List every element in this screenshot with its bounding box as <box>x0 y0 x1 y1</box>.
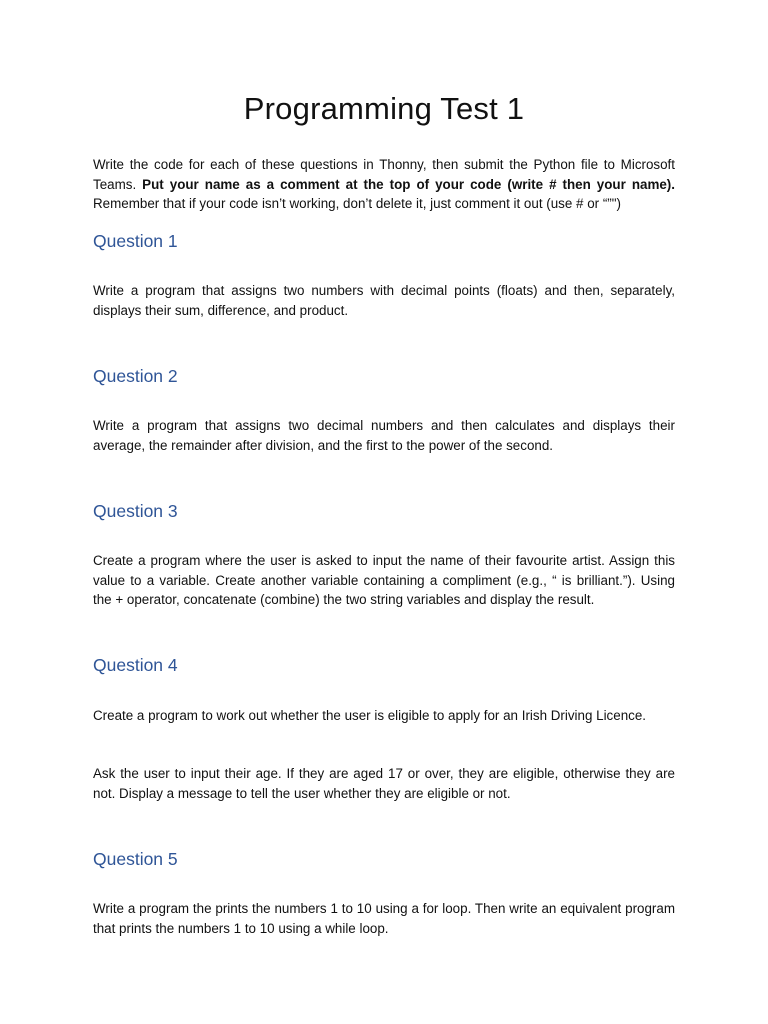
intro-text-2: Remember that if your code isn’t working, don’t delete it, just comment it out (use # or “”") <box>93 196 621 211</box>
page-title: Programming Test 1 <box>243 91 525 126</box>
question-3-heading: Question 3 <box>93 501 178 521</box>
question-5-heading: Question 5 <box>93 849 178 869</box>
question-4-text-1: Create a program to work out whether the user is eligible to apply for an Irish Driving Licence. <box>93 708 647 723</box>
question-3-text: Create a program where the user is asked to input the name of their favourite artist. Assign this value to a variable. Create another variable containing a compliment (e.g., “ is brilliant.”). Using the + operator, concatenate (combine) the two string variables and display the result. <box>93 553 675 607</box>
question-1-heading: Question 1 <box>93 231 178 251</box>
intro-bold-instruction: Put your name as a comment at the top of your code (write # then your name). <box>142 176 675 192</box>
question-2-text: Write a program that assigns two decimal numbers and then calculates and displays their average, the remainder after division, and the first to the power of the second. <box>93 418 675 453</box>
question-2-heading: Question 2 <box>93 366 178 386</box>
question-1-text: Write a program that assigns two numbers with decimal points (floats) and then, separately, displays their sum, difference, and product. <box>93 283 675 318</box>
intro-paragraph <box>93 155 675 214</box>
question-4-text-2: Ask the user to input their age. If they are aged 17 or over, they are eligible, otherwise they are not. Display a message to tell the user whether they are eligible or not. <box>93 766 675 801</box>
question-4-heading: Question 4 <box>93 655 178 675</box>
question-5-text: Write a program the prints the numbers 1 to 10 using a for loop. Then write an equivalent program that prints the numbers 1 to 10 using a while loop. <box>93 901 675 936</box>
intro-text-1: Write the code for each of these questions in Thonny, then submit the Python file to Microsoft Teams. <box>93 157 675 192</box>
